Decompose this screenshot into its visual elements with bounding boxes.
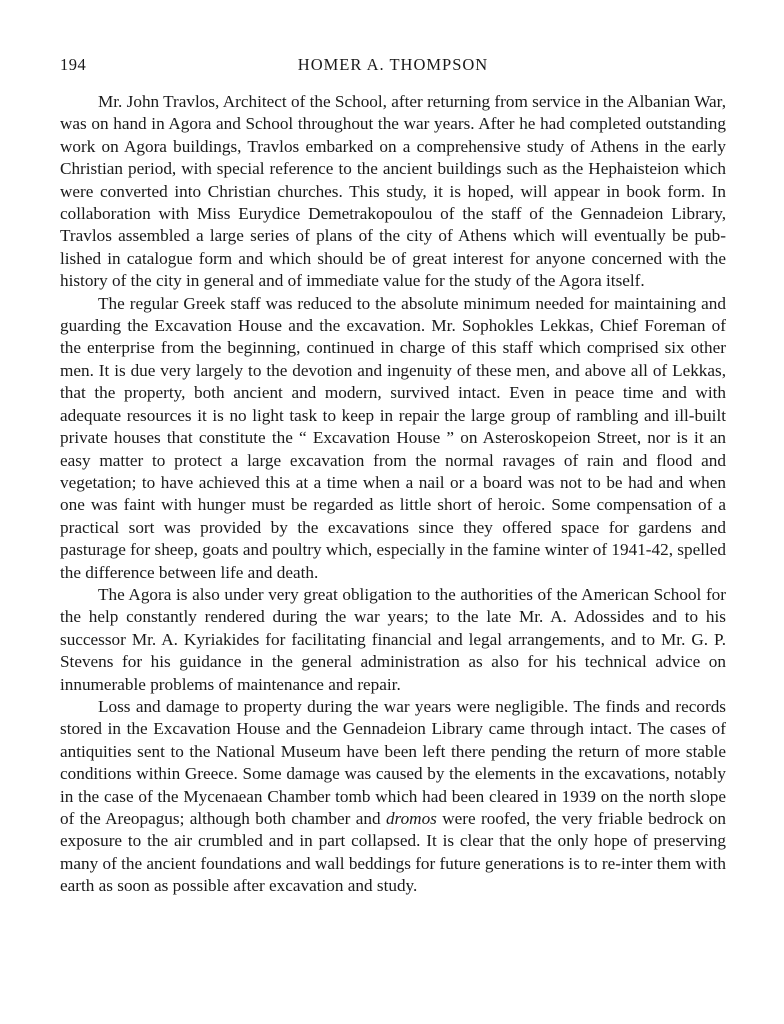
- italic-term-dromos: dromos: [385, 809, 437, 828]
- paragraph-greek-staff: The regular Greek staff was reduced to the absolute minimum needed for maintaining and guarding the Excavation House and the excavation. Mr. Sophokles Lekkas, Chief Foreman of the enterprise from the beginning, continued in charge of this staff which comprised six other men. It is due very largely to the devotion and ingenuity of these men, and above all of Lekkas, that the property, both ancient and modern, survived intact. Even in peace time and with adequate resources it is no light task to keep in repair the large group of rambling and ill-built private houses that constitute the “ Excavation House ” on Asteroskopeion Street, nor is it an easy matter to protect a large excavation from the normal ravages of rain and flood and vegetation; to have achieved this at a time when a nail or a board was not to be had and when one was faint with hunger must be regarded as little short of heroic. Some compensation of a practical sort was provided by the excavations since they offered space for gardens and pasturage for sheep, goats and poultry which, especially in the famine winter of 1941-42, spelled the difference between life and death.: [60, 293, 726, 582]
- body-text: [60, 91, 726, 898]
- paragraph-travlos: Mr. John Travlos, Architect of the School, after returning from service in the Albanian War, was on hand in Agora and School throughout the war years. After he had completed outstanding work on Agora buildings, Travlos embarked on a comprehensive study of Athens in the early Christian period, with special reference to the ancient buildings such as the Hephaisteion which were converted into Christian churches. This study, it is hoped, will appear in book form. In collaboration with Miss Eurydice Demetrakopoulou of the staff of the Gennadeion Library, Travlos assembled a large series of plans of the city of Athens which will eventually be published in catalogue form and which should be of great interest for anyone concerned with the history of the city in general and of immediate value for the study of the Agora itself.: [60, 92, 726, 291]
- page-number: 194: [60, 55, 87, 74]
- paragraph-loss-damage-part-1: Loss and damage to property during the war years were negligible. The finds and records stored in the Excavation House and the Gennadeion Library came through intact. The cases of antiquities sent to the National Museum have been left there pending the return of more stable conditions within Greece. Some damage was caused by the elements in the excavations, notably in the case of the Mycenaean Chamber tomb which had been cleared in 1939 on the north slope of the Areopagus; although both chamber and: [60, 696, 726, 828]
- page: [60, 55, 726, 898]
- running-head: [60, 55, 726, 81]
- running-title: HOMER A. THOMPSON: [297, 55, 489, 74]
- paragraph-loss-damage: [60, 696, 726, 898]
- paragraph-obligation: The Agora is also under very great obligation to the authorities of the American School for the help constantly rendered during the war years; to the late Mr. A. Adossides and to his successor Mr. A. Kyriakides for facilitating financial and legal arrangements, and to Mr. G. P. Stevens for his guidance in the general administration as also for his technical advice on innumerable problems of maintenance and repair.: [60, 584, 726, 694]
- paragraph-loss-damage-part-2: were roofed, the very friable bedrock on exposure to the air crumbled and in part collapsed. It is clear that the only hope of preserving many of the ancient foundations and wall beddings for future generations is to re-inter them with earth as soon as possible after excavation and study.: [60, 809, 726, 896]
